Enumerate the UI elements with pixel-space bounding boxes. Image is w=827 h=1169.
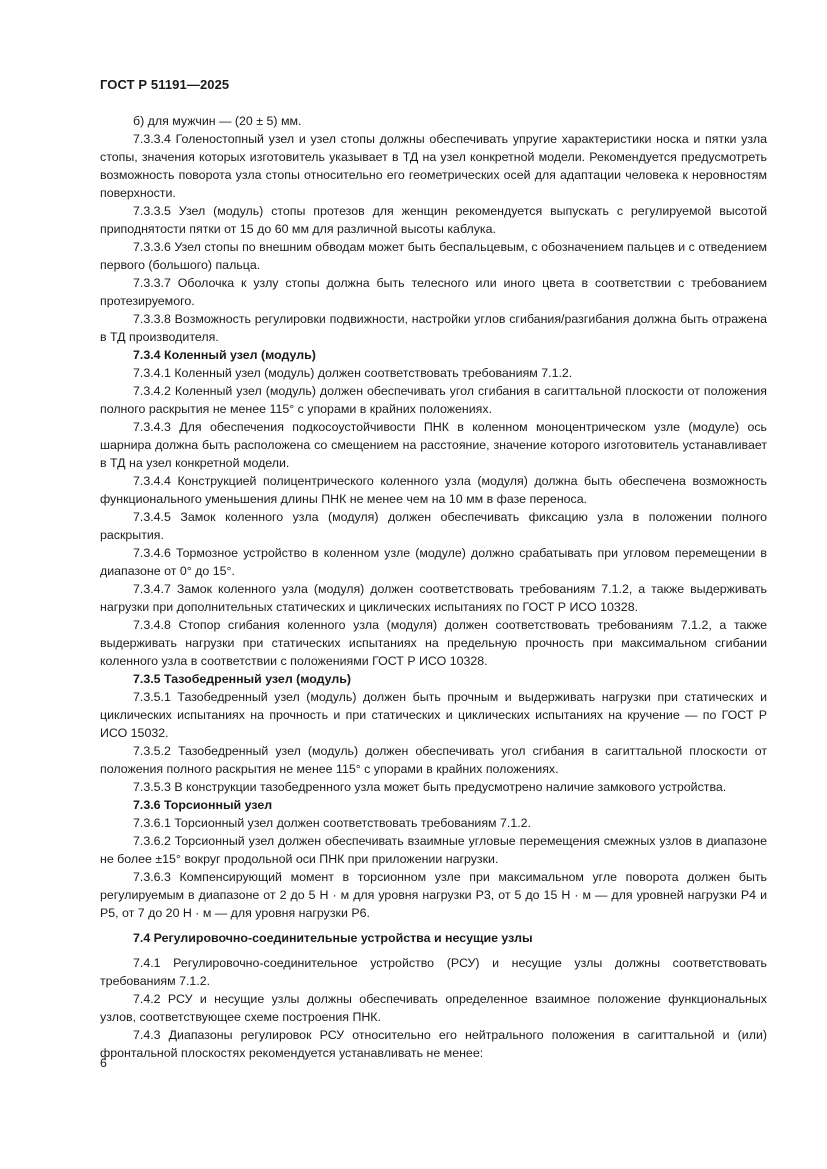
paragraph-7-3-6-1: 7.3.6.1 Торсионный узел должен соответствовать требованиям 7.1.2. <box>133 816 532 830</box>
document-header: ГОСТ Р 51191—2025 <box>100 77 230 92</box>
paragraph-7-3-4-1: 7.3.4.1 Коленный узел (модуль) должен соответствовать требованиям 7.1.2. <box>133 366 573 380</box>
paragraph-7-3-3-8: 7.3.3.8 Возможность регулировки подвижности, настройки углов сгибания/разгибания должна быть отражена в ТД производителя. <box>100 312 767 344</box>
heading-7-3-6: 7.3.6 Торсионный узел <box>133 798 273 812</box>
paragraph-7-3-5-1: 7.3.5.1 Тазобедренный узел (модуль) должен быть прочным и выдерживать нагрузки при статических и циклических испытаниях на прочность и при статических и циклических испытаниях на кручение — по ГОСТ Р ИСО 15032. <box>100 690 767 740</box>
paragraph-7-4-1: 7.4.1 Регулировочно-соединительное устройство (РСУ) и несущие узлы должны соответствовать требованиям 7.1.2. <box>100 956 767 988</box>
paragraph-7-3-4-5: 7.3.4.5 Замок коленного узла (модуля) должен обеспечивать фиксацию узла в положении полного раскрытия. <box>100 510 767 542</box>
paragraph-7-3-3-4: 7.3.3.4 Голеностопный узел и узел стопы должны обеспечивать упругие характеристики носка и пятки узла стопы, значения которых изготовитель указывает в ТД на узел конкретной модели. Рекомендуется предусмотреть возможность поворота узла стопы относительно его геометрических осей для адаптации человека к неровностям поверхности. <box>100 132 767 200</box>
paragraph-7-3-4-7: 7.3.4.7 Замок коленного узла (модуля) должен соответствовать требованиям 7.1.2, а также выдерживать нагрузки при дополнительных статических и циклических испытаниях по ГОСТ Р ИСО 10328. <box>100 582 767 614</box>
paragraph-7-3-6-3: 7.3.6.3 Компенсирующий момент в торсионном узле при максимальном угле поворота должен быть регулируемым в диапазоне от 2 до 5 Н · м для уровня нагрузки Р3, от 5 до 15 Н · м — для уровней нагрузки Р4 и Р5, от 7 до 20 Н · м — для уровня нагрузки Р6. <box>100 870 767 920</box>
paragraph-7-4-2: 7.4.2 РСУ и несущие узлы должны обеспечивать определенное взаимное положение функциональных узлов, соответствующее схеме построения ПНК. <box>100 992 767 1024</box>
heading-7-4: 7.4 Регулировочно-соединительные устройства и несущие узлы <box>133 931 533 945</box>
heading-7-3-4: 7.3.4 Коленный узел (модуль) <box>133 348 316 362</box>
document-body <box>100 112 767 1062</box>
paragraph-7-3-4-4: 7.3.4.4 Конструкцией полицентрического коленного узла (модуля) должна быть обеспечена возможность функционального уменьшения длины ПНК не менее чем на 10 мм в фазе переноса. <box>100 474 767 506</box>
paragraph-7-3-6-2: 7.3.6.2 Торсионный узел должен обеспечивать взаимные угловые перемещения смежных узлов в диапазоне не более ±15° вокруг продольной оси ПНК при приложении нагрузки. <box>100 834 767 866</box>
paragraph-7-3-4-3: 7.3.4.3 Для обеспечения подкосоустойчивости ПНК в коленном моноцентрическом узле (модуле) ось шарнира должна быть расположена со смещением на расстояние, значение которого изготовитель устанавливает в ТД на узел конкретной модели. <box>100 420 767 470</box>
paragraph-7-3-5-2: 7.3.5.2 Тазобедренный узел (модуль) должен обеспечивать угол сгибания в сагиттальной плоскости от положения полного раскрытия не менее 115° с упорами в крайних положениях. <box>100 744 767 776</box>
paragraph-7-3-3-7: 7.3.3.7 Оболочка к узлу стопы должна быть телесного или иного цвета в соответствии с требованием протезируемого. <box>100 276 767 308</box>
paragraph-7-3-3-5: 7.3.3.5 Узел (модуль) стопы протезов для женщин рекомендуется выпускать с регулируемой высотой приподнятости пятки от 15 до 60 мм для различной высоты каблука. <box>100 204 767 236</box>
paragraph-7-4-3: 7.4.3 Диапазоны регулировок РСУ относительно его нейтрального положения в сагиттальной и (или) фронтальной плоскостях рекомендуется устанавливать не менее: <box>100 1028 767 1060</box>
paragraph-7-3-4-2: 7.3.4.2 Коленный узел (модуль) должен обеспечивать угол сгибания в сагиттальной плоскости от положения полного раскрытия не менее 115° с упорами в крайних положениях. <box>100 384 767 416</box>
heading-7-3-5: 7.3.5 Тазобедренный узел (модуль) <box>133 672 352 686</box>
paragraph-item-b: б) для мужчин — (20 ± 5) мм. <box>133 114 302 128</box>
paragraph-7-3-5-3: 7.3.5.3 В конструкции тазобедренного узла может быть предусмотрено наличие замкового устройства. <box>133 780 727 794</box>
page-number: 6 <box>100 1056 107 1070</box>
paragraph-7-3-4-6: 7.3.4.6 Тормозное устройство в коленном узле (модуле) должно срабатывать при угловом перемещении в диапазоне от 0° до 15°. <box>100 546 767 578</box>
paragraph-7-3-3-6: 7.3.3.6 Узел стопы по внешним обводам может быть беспальцевым, с обозначением пальцев и с отведением первого (большого) пальца. <box>100 240 767 272</box>
paragraph-7-3-4-8: 7.3.4.8 Стопор сгибания коленного узла (модуля) должен соответствовать требованиям 7.1.2, а также выдерживать нагрузки при статических испытаниях на предельную прочность при максимальном сгибании коленного узла в соответствии с положениями ГОСТ Р ИСО 10328. <box>100 618 767 668</box>
